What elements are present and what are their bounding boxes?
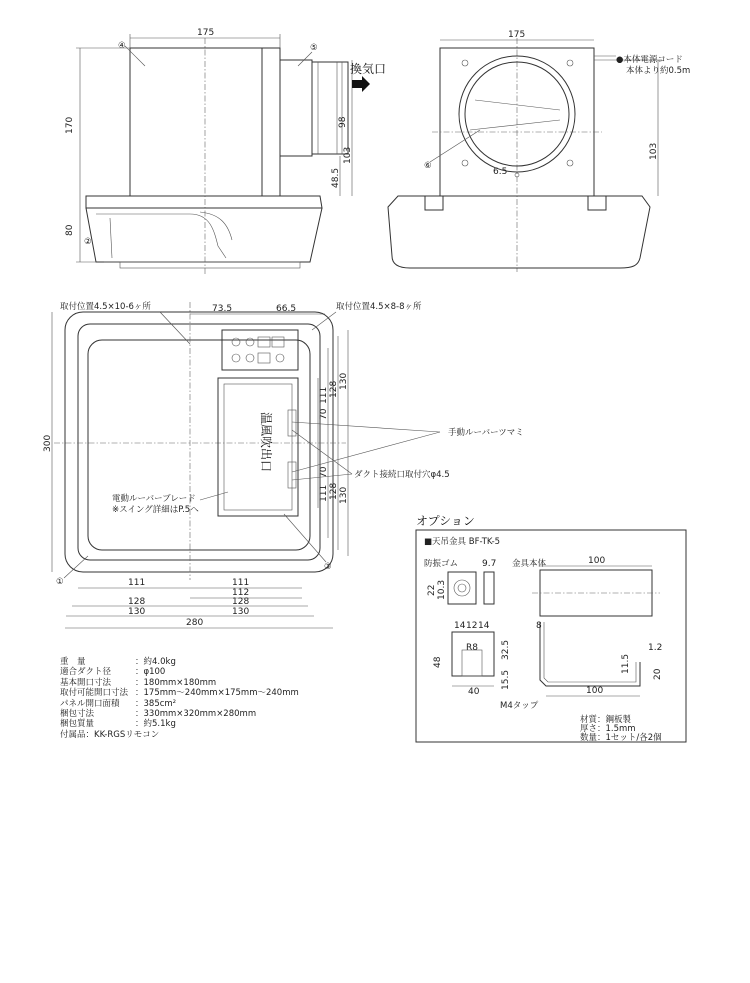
spec-row: 適合ダクト径 ：φ100 [60, 667, 166, 678]
dim-20: 20 [653, 668, 663, 680]
power-louver-2: ※スイング詳細はP.5へ [112, 505, 199, 515]
spec-row: 基本開口寸法 ：180mm×180mm [60, 677, 217, 688]
cord-note-2: 本体より約0.5m [626, 66, 691, 76]
spec-row: パネル開口面積 ：385cm² [60, 698, 177, 709]
mark-6: ⑥ [424, 161, 432, 171]
dim-11-5: 11.5 [621, 653, 631, 674]
spec-row: 梱包質量 ：約5.1kg [60, 719, 176, 730]
dim-100b: 100 [586, 686, 604, 696]
side-height-dim: 103 [649, 142, 659, 160]
front-base-height-dim: 80 [65, 224, 75, 236]
bot-130-l: 130 [128, 607, 146, 617]
option-title: オプション [416, 514, 475, 528]
mount-left-label: 取付位置4.5×10-6ヶ所 [60, 302, 151, 312]
dim-32-5: 32.5 [501, 639, 511, 660]
mount-right-label: 取付位置4.5×8-8ヶ所 [336, 302, 422, 312]
manual-louver-label: 手動ルーバーツマミ [448, 428, 524, 438]
bot-111-r: 111 [232, 578, 250, 588]
dim-15-5: 15.5 [501, 669, 511, 690]
mark-1: ① [56, 577, 64, 587]
dim-103: 103 [343, 146, 353, 164]
dim-9-7: 9.7 [482, 559, 497, 569]
mark-4: ④ [118, 41, 126, 51]
option-section [416, 514, 686, 743]
rubber-label: 防振ゴム [424, 559, 459, 569]
bot-128-r: 128 [232, 597, 250, 607]
dim-300: 300 [43, 434, 53, 452]
dim-130a: 130 [339, 372, 349, 390]
dim-22: 22 [427, 584, 437, 596]
spec-row: 取付可能開口寸法 ：175mm～240mm×175mm～240mm [60, 688, 299, 699]
panel-outer [65, 312, 333, 572]
dim-100a: 100 [588, 556, 606, 566]
dim-48: 48 [433, 656, 443, 668]
power-louver-1: 電動ルーバーブレード [112, 494, 196, 504]
front-width-dim: 175 [197, 28, 215, 38]
dim-73-5: 73.5 [212, 304, 233, 314]
material-label: 材質：鋼板製 [580, 715, 632, 725]
spec-row: 付属品：KK-RGSリモコン [60, 729, 160, 740]
spec-list [60, 657, 299, 740]
bot-128-l: 128 [128, 597, 146, 607]
spec-row: 梱包寸法 ：330mm×320mm×280mm [60, 709, 257, 720]
thickness-label: 厚さ：1.5mm [580, 724, 636, 734]
dim-14b: 14 [478, 621, 490, 631]
dim-1-2: 1.2 [648, 643, 663, 653]
bot-112: 112 [232, 588, 250, 598]
dim-6-5: 6.5 [493, 167, 508, 177]
dim-66-5: 66.5 [276, 304, 297, 314]
duct-hole-label: ダクト接続口取付穴φ4.5 [354, 470, 450, 480]
dim-111a: 111 [319, 386, 329, 404]
tap-label: M4タップ [500, 701, 539, 711]
dim-130b: 130 [339, 486, 349, 504]
mark-5: ⑤ [310, 43, 318, 53]
outlet-label: 換気口 [350, 62, 387, 76]
front-height-dim: 170 [65, 116, 75, 134]
dim-128b: 128 [329, 482, 339, 500]
side-base [388, 196, 650, 268]
dim-98: 98 [338, 116, 348, 128]
panel-grille [88, 340, 310, 550]
dim-70a: 70 [319, 408, 329, 420]
dim-8: 8 [536, 621, 542, 631]
mark-3: ③ [324, 562, 332, 572]
cord-note-1: ●本体電源コード [616, 55, 683, 65]
dim-14a: 14 [454, 621, 466, 631]
bot-280: 280 [186, 618, 204, 628]
body-label: 金具本体 [512, 559, 547, 569]
dim-111b: 111 [319, 484, 329, 502]
dim-70b: 70 [319, 466, 329, 478]
spec-row: 重 量 ：約4.0kg [60, 657, 176, 667]
dim-128a: 128 [329, 380, 339, 398]
hot-air-outlet [218, 378, 298, 516]
outlet-text: 温風吹出口 [259, 412, 273, 473]
dim-10-3: 10.3 [437, 579, 447, 600]
front-base-top [86, 196, 322, 208]
front-outlet-box [280, 60, 312, 156]
bracket-front [452, 632, 494, 676]
front-outlet-duct [312, 62, 348, 154]
control-panel [222, 330, 298, 370]
dim-40: 40 [468, 687, 480, 697]
front-base [86, 208, 322, 262]
bottom-view [43, 301, 524, 628]
dim-12: 12 [466, 621, 478, 631]
r-label: R8 [466, 643, 478, 653]
front-view [65, 28, 386, 275]
mark-2: ② [84, 237, 92, 247]
side-view [388, 30, 690, 272]
bot-111-l: 111 [128, 578, 146, 588]
outlet-arrow-icon [352, 76, 370, 92]
rubber-block [448, 572, 476, 604]
side-width-dim: 175 [508, 30, 526, 40]
quantity-label: 数量：1セット/各2個 [580, 733, 662, 743]
dim-48-5: 48.5 [331, 167, 341, 188]
bot-130-r: 130 [232, 607, 250, 617]
option-item: ■天吊金具 BF-TK-5 [424, 537, 501, 547]
